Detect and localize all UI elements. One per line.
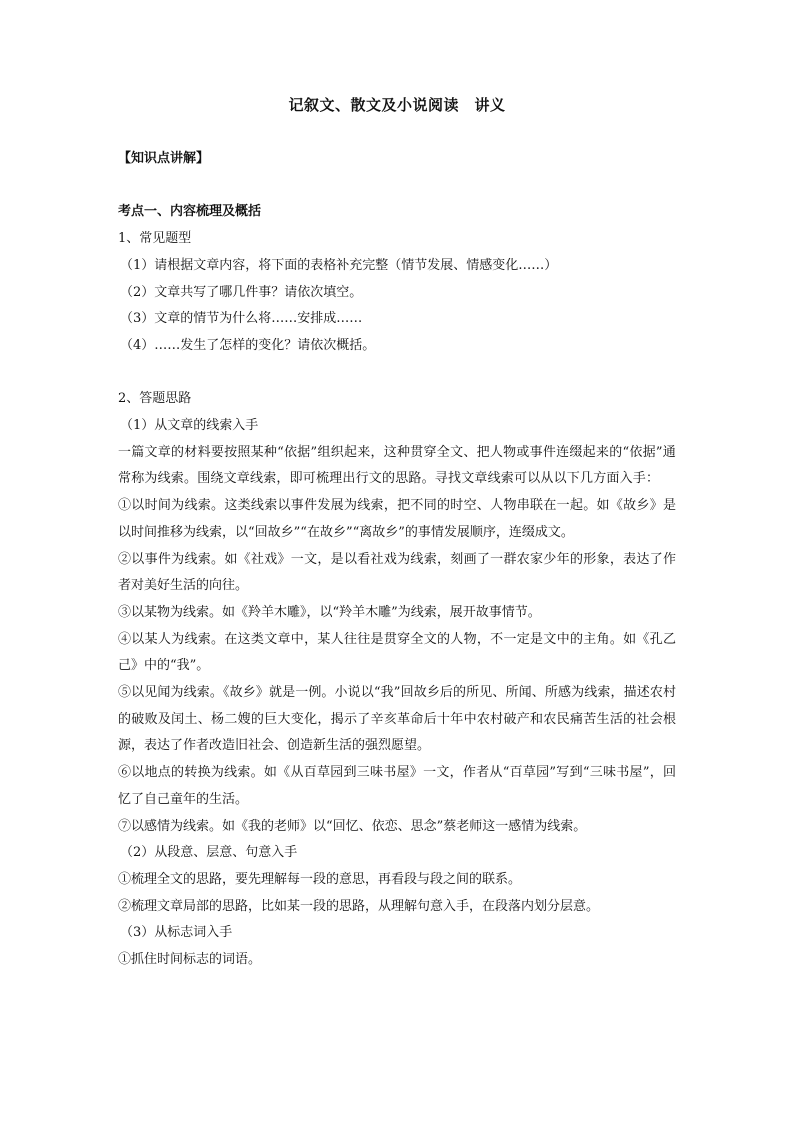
point1-title: 考点一、内容梳理及概括	[118, 204, 262, 220]
step-2: ②梳理文章局部的思路，比如某一段的思路，从理解句意入手，在段落内划分层意。	[118, 898, 600, 914]
document-body	[118, 146, 676, 974]
approach-3-title: （3）从标志词入手	[120, 925, 233, 941]
intro-paragraph: 一篇文章的材料要按照某种“依据”组织起来，这种贯穿全文、把人物或事件连缀起来的“依据”通常称为线索。围绕文章线索，即可梳理出行文的思路。寻找文章线索可以从以下几方面入手：	[118, 444, 676, 487]
marker-1: ①抓住时间标志的词语。	[118, 952, 262, 968]
clue-1: ①以时间为线索。这类线索以事件发展为线索，把不同的时空、人物串联在一起。如《故乡》是以时间推移为线索，以“回故乡”“在故乡”“离故乡”的事情发展顺序，连缀成文。	[118, 498, 676, 540]
clue-2: ②以事件为线索。如《社戏》一文，是以看社戏为线索，刻画了一群农家少年的形象，表达了作者对美好生活的向往。	[118, 551, 676, 594]
clue-7: ⑦以感情为线索。如《我的老师》以“回忆、依恋、思念”蔡老师这一感情为线索。	[118, 818, 587, 834]
spacer	[118, 173, 676, 200]
section-header: 【知识点讲解】	[118, 151, 210, 166]
clue-3: ③以某物为线索。如《羚羊木雕》，以“羚羊木雕”为线索，展开故事情节。	[118, 604, 541, 620]
question-4: （4）……发生了怎样的变化？请依次概括。	[120, 337, 376, 353]
question-1: （1）请根据文章内容，将下面的表格补充完整（情节发展、情感变化……）	[120, 257, 558, 273]
clue-5: ⑤以见闻为线索。《故乡》就是一例。小说以“我”回故乡后的所见、所闻、所感为线索，描述农村的破败及闰土、杨二嫂的巨大变化，揭示了辛亥革命后十年中农村破产和农民痛苦生活的社会根源，表达了作者改造旧社会、创造新生活的强烈愿望。	[118, 685, 676, 754]
spacer	[118, 360, 676, 387]
sub1-title: 1、常见题型	[118, 231, 192, 247]
page-title: 记叙文、散文及小说阅读 讲义	[288, 96, 506, 114]
approach-1-title: （1）从文章的线索入手	[120, 418, 259, 433]
question-3: （3）文章的情节为什么将……安排成……	[120, 311, 363, 327]
approach-2-title: （2）从段意、层意、句意入手	[120, 845, 298, 861]
clue-6: ⑥以地点的转换为线索。如《从百草园到三味书屋》一文，作者从“百草园”写到“三味书屋”，回忆了自己童年的生活。	[118, 765, 676, 807]
question-2: （2）文章共写了哪几件事？请依次填空。	[120, 284, 363, 300]
clue-4: ④以某人为线索。在这类文章中，某人往往是贯穿全文的人物，不一定是文中的主角。如《孔乙己》中的“我”。	[118, 631, 676, 674]
step-1: ①梳理全文的思路，要先理解每一段的意思，再看段与段之间的联系。	[118, 871, 522, 887]
sub2-title: 2、答题思路	[118, 391, 192, 407]
